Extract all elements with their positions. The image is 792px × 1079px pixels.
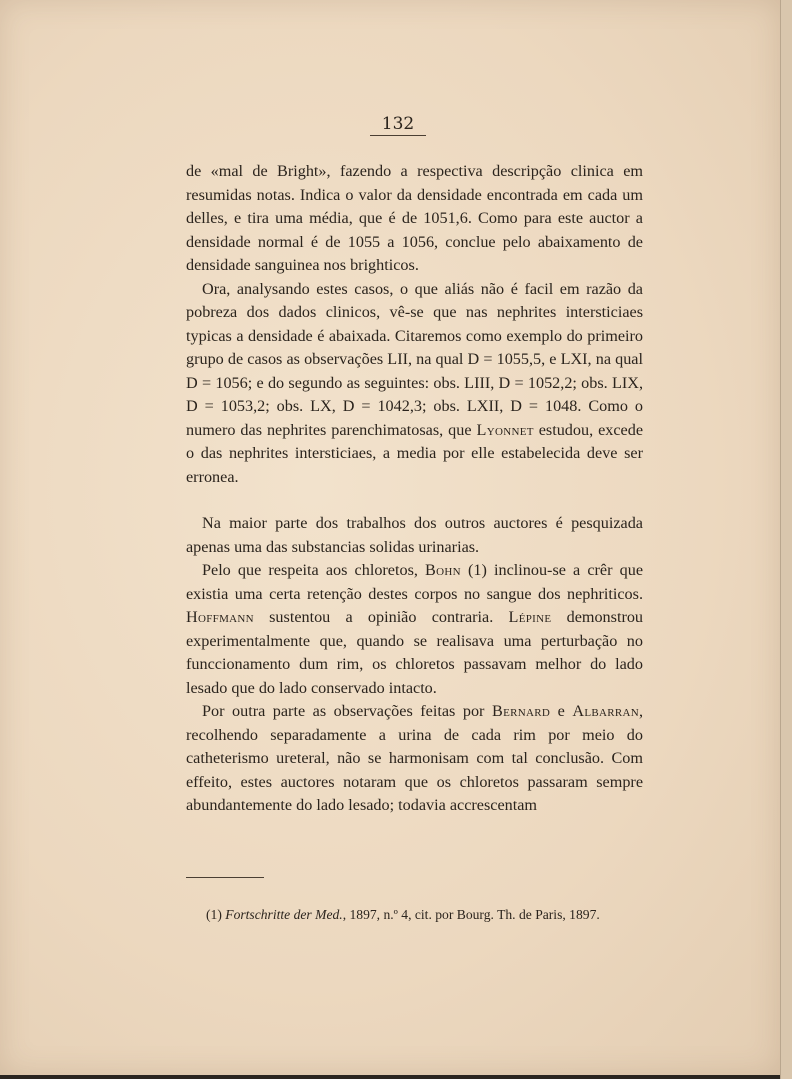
paragraph-2-text-b: estudou, excede o das nephrites intersticiaes, a media por elle estabelecida deve ser erronea. — [186, 420, 644, 486]
footnote-marker: (1) — [206, 907, 222, 922]
paragraph-5-text-b: e — [557, 702, 565, 720]
paragraph-4-text-a: Pelo que respeita aos chloretos, — [202, 561, 418, 579]
author-hoffmann: Hoffmann — [186, 608, 254, 626]
page-edge — [780, 0, 792, 1079]
author-albarran: Albarran — [572, 702, 639, 720]
paragraph-1 — [186, 160, 643, 278]
paragraph-1-text: de «mal de Bright», fazendo a respectiva descripção clinica em resumidas notas. Indica o valor da densidade encontrada em cada um delles, e tira uma média, que é de 1051,6. Como para este auctor a densidade normal é de 1055 a 1056, conclue pelo abaixamento de densidade sanguinea nos brighticos. — [186, 162, 643, 274]
page-number: 132 — [381, 114, 415, 134]
paragraph-3 — [186, 512, 643, 559]
paragraph-3-text: Na maior parte dos trabalhos dos outros auctores é pesquizada apenas uma das substancias solidas urinarias. — [186, 514, 643, 556]
paragraph-4-text-c: sustentou a opinião contraria. — [269, 608, 494, 626]
paragraph-4-text-d: demonstrou experimentalmente que, quando se realisava uma perturbação no funccionamento dum rim, os chloretos passavam melhor do lado lesado que do lado conservado intacto. — [186, 608, 644, 697]
paragraph-4 — [186, 559, 643, 700]
paragraph-5 — [186, 700, 643, 818]
author-lepine: Lépine — [508, 608, 552, 626]
paragraph-2-text-a: Ora, analysando estes casos, o que aliás não é facil em razão da pobreza dos dados clinicos, vê-se que nas nephrites intersticiaes typicas a densidade é abaixada. Citaremos como exemplo do primeiro grupo de casos as observações LII, na qual D = 1055,5, e LXI, na qual D = 1056; e do segundo as seguintes: obs. LIII, D = 1052,2; obs. LIX, D = 1053,2; obs. LX, D = 1042,3; obs. LXII, D = 1048. Como o numero das nephrites parenchimatosas, que — [186, 279, 643, 439]
footnote-citation: , 1897, n.º 4, cit. por Bourg. Th. de Paris, 1897. — [342, 907, 600, 922]
page-number-rule — [370, 135, 426, 136]
paragraph-5-text-a: Por outra parte as observações feitas por — [202, 702, 485, 720]
author-bohn: Bohn — [425, 561, 461, 579]
paragraph-2 — [186, 278, 643, 490]
paragraph-5-text-c: , recolhendo separadamente a urina de cada rim por meio do catheterismo ureteral, não se harmonisam com tal conclusão. Com effeito, estes auctores notaram que os chloretos passaram sempre abundantemente do lado lesado; todavia accrescentam — [186, 702, 644, 814]
body-text — [186, 160, 643, 818]
paragraph-4-text-b: (1) inclinou-se a crêr que existia uma certa retenção destes corpos no sangue dos nephriticos. — [186, 561, 644, 603]
author-lyonnet: Lyonnet — [476, 420, 534, 439]
footnote — [206, 906, 646, 924]
footnote-journal: Fortschritte der Med. — [225, 907, 343, 922]
footnote-rule — [186, 877, 264, 878]
author-bernard: Bernard — [491, 702, 551, 720]
